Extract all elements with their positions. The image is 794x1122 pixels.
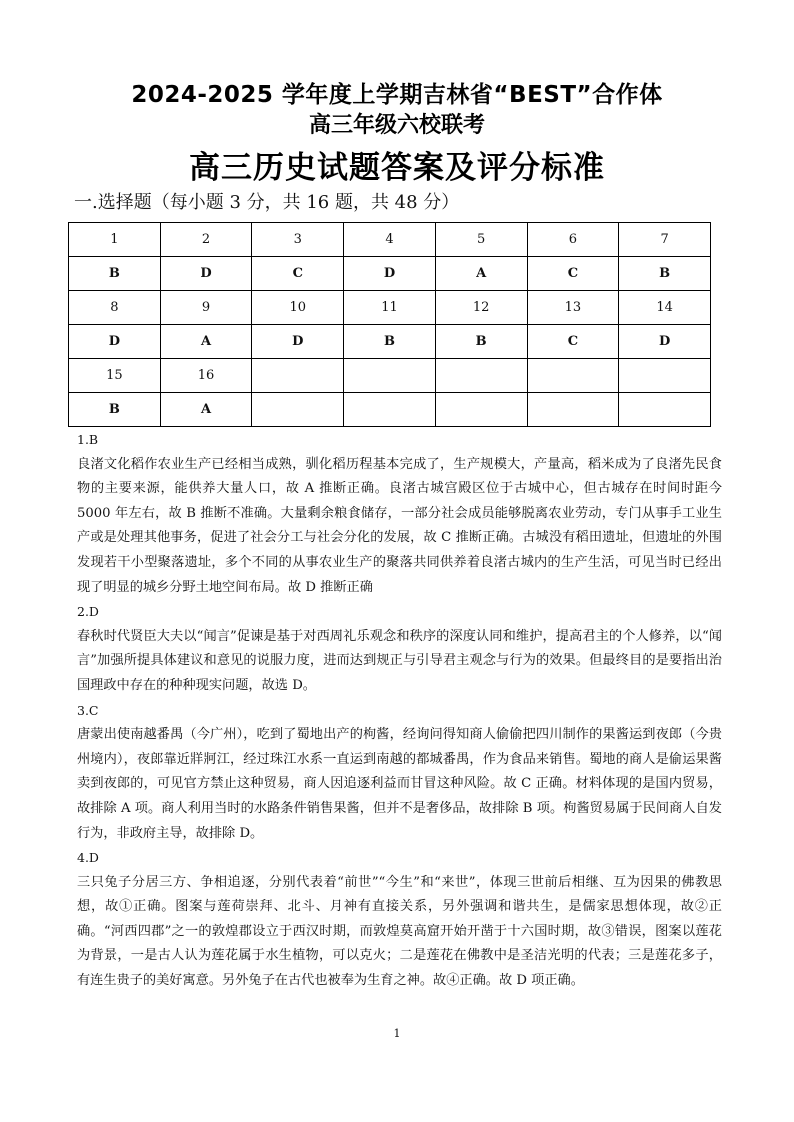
explanation-text: 良渚文化稻作农业生产已经相当成熟，驯化稻历程基本完成了，生产规模大，产量高，稻米成为了良渚先民食物的主要来源，能供养大量人口，故 A 推断正确。良渚古城宫殿区位于古城中心，但古城存在时间时距今 5000 年左右，故 B 推断不准确。大量剩余粮食储存，一部分社会成员能够脱离农业劳动，专门从事手工业生产或是处理其他事务，促进了社会分工与社会分化的发展，故 C 推断正确。古城没有稻田遗址，但遗址的外围发现若干小型聚落遗址，多个不同的从事农业生产的聚落共同供养着良渚古城内的生产生活，可见当时已经出现了明显的城乡分野土地空间布局。故 D 推断正确: [77, 456, 722, 595]
question-number-cell: 4: [344, 223, 436, 257]
question-number-cell: 8: [69, 291, 161, 325]
answer-table-row: [69, 223, 711, 257]
answer-letter-cell: D: [619, 325, 711, 359]
page-number: 1: [393, 1027, 401, 1040]
empty-cell: [252, 393, 344, 427]
answer-table-row: [69, 393, 711, 427]
empty-cell: [344, 359, 436, 393]
answer-letter-cell: A: [435, 257, 527, 291]
answer-letter-cell: B: [619, 257, 711, 291]
answer-letter-cell: B: [69, 393, 161, 427]
explanation-label: 2.D: [77, 604, 99, 620]
answer-letter-cell: A: [160, 393, 252, 427]
answer-table-row: [69, 325, 711, 359]
answer-letter-cell: D: [344, 257, 436, 291]
question-number-cell: 6: [527, 223, 619, 257]
title-line-1: 2024-2025 学年度上学期吉林省“BEST”合作体: [131, 82, 663, 108]
answer-table-row: [69, 291, 711, 325]
answer-letter-cell: A: [160, 325, 252, 359]
empty-cell: [435, 393, 527, 427]
question-number-cell: 5: [435, 223, 527, 257]
answer-letter-cell: C: [252, 257, 344, 291]
question-number-cell: 7: [619, 223, 711, 257]
explanation-text: 春秋时代贤臣大夫以“闻言”促谏是基于对西周礼乐观念和秩序的深度认同和维护，提高君主的个人修养，以“闻言”加强所提具体建议和意见的说服力度，进而达到规正与引导君主观念与行为的效果。但最终目的是要指出治国理政中存在的种种现实问题，故选 D。: [77, 628, 722, 693]
answer-letter-cell: D: [160, 257, 252, 291]
answer-letter-cell: C: [527, 257, 619, 291]
main-title: 高三历史试题答案及评分标准: [189, 150, 605, 186]
answer-table: [68, 222, 711, 427]
question-number-cell: 1: [69, 223, 161, 257]
answer-letter-cell: B: [435, 325, 527, 359]
empty-cell: [619, 393, 711, 427]
answer-letter-cell: D: [69, 325, 161, 359]
section-heading-multiple-choice: 一.选择题（每小题 3 分，共 16 题，共 48 分）: [74, 192, 460, 213]
explanations-body: [77, 428, 722, 994]
answer-letter-cell: C: [527, 325, 619, 359]
answer-table-row: [69, 359, 711, 393]
explanation-label: 1.B: [77, 432, 99, 447]
explanation-text: 唐蒙出使南越番禺（今广州），吃到了蜀地出产的枸酱，经询问得知商人偷偷把四川制作的果酱运到夜郎（今贵州境内），夜郎靠近牂牁江，经过珠江水系一直运到南越的都城番禺，作为食品来销售。蜀地的商人是偷运果酱卖到夜郎的，可见官方禁止这种贸易，商人因追逐利益而甘冒这种风险。故 C 正确。材料体现的是国内贸易，故排除 A 项。商人利用当时的水路条件销售果酱，但并不是奢侈品，故排除 B 项。枸酱贸易属于民间商人自发行为，非政府主导，故排除 D。: [77, 727, 722, 841]
question-number-cell: 16: [160, 359, 252, 393]
title-line-2: 高三年级六校联考: [308, 113, 485, 138]
empty-cell: [252, 359, 344, 393]
question-number-cell: 11: [344, 291, 436, 325]
empty-cell: [435, 359, 527, 393]
question-number-cell: 10: [252, 291, 344, 325]
empty-cell: [527, 393, 619, 427]
explanation-label: 3.C: [77, 702, 99, 718]
answer-letter-cell: D: [252, 325, 344, 359]
empty-cell: [619, 359, 711, 393]
explanation-text: 三只兔子分居三方、争相追逐，分别代表着“前世”“今生”和“来世”，体现三世前后相继、互为因果的佛教思想，故①正确。图案与莲荷崇拜、北斗、月神有直接关系，另外强调和谐共生，是儒家思想体现，故②正确。“河西四郡”之一的敦煌郡设立于西汉时期，而敦煌莫高窟开始开凿于十六国时期，故③错误，图案以莲花为背景，一是古人认为莲花属于水生植物，可以克火；二是莲花在佛教中是圣洁光明的代表；三是莲花多子，有连生贵子的美好寓意。另外兔子在古代也被奉为生育之神。故④正确。故 D 项正确。: [77, 874, 722, 989]
question-number-cell: 14: [619, 291, 711, 325]
explanation-label: 4.D: [77, 850, 99, 866]
empty-cell: [527, 359, 619, 393]
question-number-cell: 13: [527, 291, 619, 325]
answer-letter-cell: B: [344, 325, 436, 359]
question-number-cell: 15: [69, 359, 161, 393]
question-number-cell: 2: [160, 223, 252, 257]
empty-cell: [344, 393, 436, 427]
question-number-cell: 9: [160, 291, 252, 325]
question-number-cell: 12: [435, 291, 527, 325]
answer-table-row: [69, 257, 711, 291]
question-number-cell: 3: [252, 223, 344, 257]
answer-letter-cell: B: [69, 257, 161, 291]
